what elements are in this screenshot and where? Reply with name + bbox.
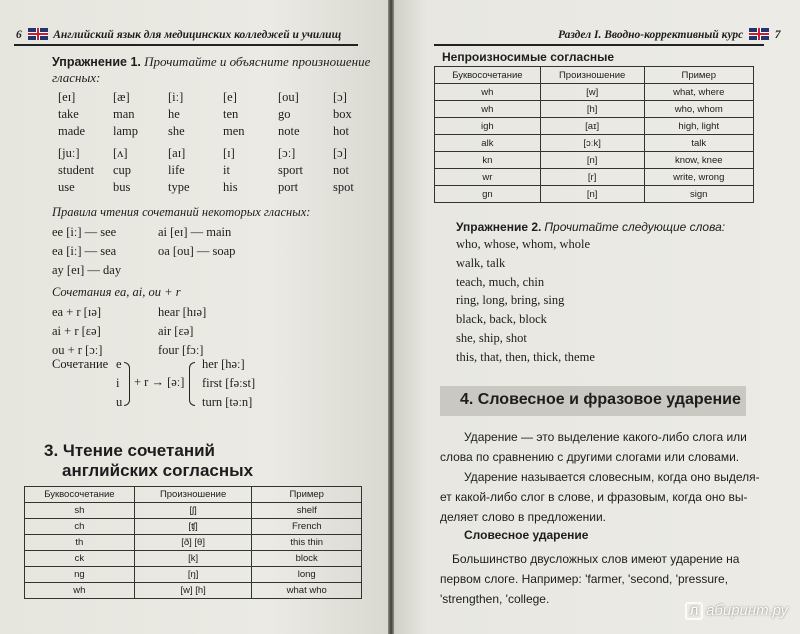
table-cell: kn [435,152,541,169]
phonetic-symbol: [iː] [168,90,184,104]
table-cell: [r] [540,169,644,186]
column-header: Произношение [540,67,644,84]
table-cell: what who [252,583,362,599]
paragraph-line: Ударение — это выделение какого-либо слога или [464,430,747,444]
combination-rule: + r → [əː] [134,375,185,389]
combo-title: Сочетания ea, ai, ou + r [52,285,181,299]
example-word: port [278,180,299,194]
example-word: not [333,163,349,177]
table-cell: gn [435,186,541,203]
table-cell: [h] [540,101,644,118]
exercise2-line: she, ship, shot [456,331,527,345]
phonetic-symbol: [ɔ] [333,90,347,104]
table-header-row [25,487,362,503]
table-cell: wr [435,169,541,186]
table-cell: who, whom [644,101,753,118]
table-cell: sign [644,186,753,203]
table-cell: th [25,535,135,551]
table-row [25,583,362,599]
example-word: she [168,124,185,138]
column-header: Произношение [134,487,252,503]
table-cell: block [252,551,362,567]
table-cell: wh [435,84,541,101]
consonants-table [24,486,362,599]
exercise2-line: this, that, then, thick, theme [456,349,595,364]
combination-letter: i [116,376,120,390]
paragraph-line: Ударение называется словесным, когда оно выделя- [464,470,760,484]
rule-item: ee [iː] — see [52,225,117,239]
table-cell: ch [25,519,135,535]
table-cell: long [252,567,362,583]
exercise2-line: who, whose, whom, whole [456,237,591,251]
table-cell: talk [644,135,753,152]
table-cell: alk [435,135,541,152]
table-row [435,101,754,118]
subsection-title: Словесное ударение [464,528,589,542]
table-row [25,535,362,551]
section4-title: 4. Словесное и фразовое ударение [460,391,741,408]
section3-title-line2: английских согласных [62,461,254,480]
table-row [25,519,362,535]
watermark [685,602,788,620]
table-cell: wh [435,101,541,118]
combination-example: her [həː] [202,357,245,371]
paragraph-line: Большинство двусложных слов имеют ударение на [452,552,740,566]
table-row [435,186,754,203]
rule-item: ay [eɪ] — day [52,263,122,277]
table-cell: [ð] [θ] [134,535,252,551]
table-cell: [ɔːk] [540,135,644,152]
column-header: Буквосочетание [25,487,135,503]
exercise2-line: ring, long, bring, sing [456,293,565,308]
table-cell: write, wrong [644,169,753,186]
uk-flag-icon [749,28,769,40]
right-page-number: 7 [774,29,781,41]
combo-item: ai + r [ɛə] [52,324,101,338]
example-word: it [223,163,230,177]
paragraph-line: 'strengthen, 'college. [440,592,550,606]
combo-example: air [ɛə] [158,324,194,338]
table-row [435,84,754,101]
rule-item: ai [eɪ] — main [158,225,232,239]
table-cell: this thin [252,535,362,551]
exercise2-line: teach, much, chin [456,274,545,289]
silent-consonants-title: Непроизносимые согласные [442,50,615,64]
silent-consonants-table [434,66,754,203]
table-cell: [ʃ] [134,503,252,519]
phonetic-symbol: [aɪ] [168,146,186,160]
section3-title-line1: 3. Чтение сочетаний [44,441,215,460]
table-cell: sh [25,503,135,519]
example-word: sport [278,163,303,177]
example-word: ten [223,107,239,121]
table-cell: [ʧ] [134,519,252,535]
right-header [558,28,781,41]
example-word: lamp [113,124,138,138]
example-word: hot [333,124,349,138]
table-cell: [n] [540,186,644,203]
column-header: Пример [644,67,753,84]
uk-flag-icon [28,28,48,40]
section4-banner [440,386,746,416]
example-word: bus [113,180,131,194]
labirint-logo-icon: Л [685,602,703,620]
table-cell: igh [435,118,541,135]
exercise2-heading [456,220,725,235]
example-word: man [113,107,135,121]
table-row [25,551,362,567]
combo-example: hear [hɪə] [158,305,207,319]
phonetic-symbol: [ɔː] [278,146,296,160]
table-cell: [n] [540,152,644,169]
right-header-title: Раздел I. Вводно-коррективный курс [558,29,744,41]
column-header: Буквосочетание [435,67,541,84]
brace-right [124,362,130,406]
rule-item: oa [ou] — soap [158,244,236,258]
phonetic-symbol: [ɪ] [223,146,235,160]
table-cell: [k] [134,551,252,567]
exercise1-instruction-2: гласных: [52,70,101,85]
example-word: go [278,107,291,121]
right-page [394,0,800,634]
exercise1-instruction-1: Прочитайте и объясните произношение [144,54,371,69]
paragraph-line: первом слоге. Например: 'farmer, 'second, 'pressure, [440,572,729,586]
paragraph-line: слова по сравнению с другими слогами или словами. [440,450,740,464]
phonetic-symbol: [ou] [278,90,299,104]
exercise1-label: Упражнение 1. [52,55,141,69]
table-cell: know, knee [644,152,753,169]
table-cell: [w] [h] [134,583,252,599]
table-row [435,152,754,169]
brace-left [189,362,195,406]
combo-item: ea + r [ɪə] [52,305,102,319]
table-row [435,118,754,135]
column-header: Пример [252,487,362,503]
left-header-rule [14,44,358,46]
exercise1-heading [52,54,370,70]
table-cell: wh [25,583,135,599]
combination-example: turn [təːn] [202,395,253,409]
example-word: made [58,124,86,138]
example-word: spot [333,180,354,194]
table-cell: high, light [644,118,753,135]
table-row [25,503,362,519]
right-header-rule [434,44,764,46]
exercise2-label: Упражнение 2. [456,220,542,234]
phonetic-symbol: [e] [223,90,237,104]
example-word: take [58,107,79,121]
combo-item: ou + r [ɔː] [52,343,103,357]
example-word: men [223,124,245,138]
rules-title: Правила чтения сочетаний некоторых гласных: [52,205,311,219]
table-row [25,567,362,583]
table-row [435,169,754,186]
example-word: box [333,107,352,121]
table-cell: French [252,519,362,535]
table-cell: [ŋ] [134,567,252,583]
example-word: his [223,180,238,194]
exercise2-line: black, back, block [456,312,547,327]
combination-letter: u [116,395,123,409]
table-cell: [w] [540,84,644,101]
example-word: use [58,180,75,194]
example-word: he [168,107,180,121]
phonetic-symbol: [eɪ] [58,90,76,104]
left-page [0,0,388,634]
paragraph-line: ет какой-либо слог в слове, и фразовым, когда оно вы- [440,490,748,504]
table-cell: what, where [644,84,753,101]
table-cell: [aɪ] [540,118,644,135]
rule-item: ea [iː] — sea [52,244,117,258]
phonetic-symbol: [juː] [58,146,80,160]
table-cell: ng [25,567,135,583]
example-word: note [278,124,300,138]
combination-label: Сочетание [52,357,109,371]
combination-letter: e [116,357,122,371]
vowels-group-1 [58,90,388,139]
table-cell: ck [25,551,135,567]
combination-example: first [fəːst] [202,376,256,390]
left-header [16,28,341,41]
example-word: cup [113,163,132,177]
table-cell: shelf [252,503,362,519]
exercise2-instruction: Прочитайте следующие слова: [544,220,726,234]
example-word: student [58,163,95,177]
phonetic-symbol: [æ] [113,90,130,104]
left-page-number: 6 [16,29,22,41]
table-row [435,135,754,152]
exercise2-line: walk, talk [456,255,506,270]
vowels-group-2 [58,146,388,195]
paragraph-line: деляет слово в предложении. [440,510,606,524]
phonetic-symbol: [ɔ] [333,146,347,160]
example-word: life [168,163,185,177]
watermark-text: абиринт.ру [706,602,788,619]
combo-example: four [fɔː] [158,343,204,357]
phonetic-symbol: [ʌ] [113,146,128,160]
table-header-row [435,67,754,84]
example-word: type [168,180,190,194]
left-header-title: Английский язык для медицинских колледжей и училищ [53,29,342,41]
